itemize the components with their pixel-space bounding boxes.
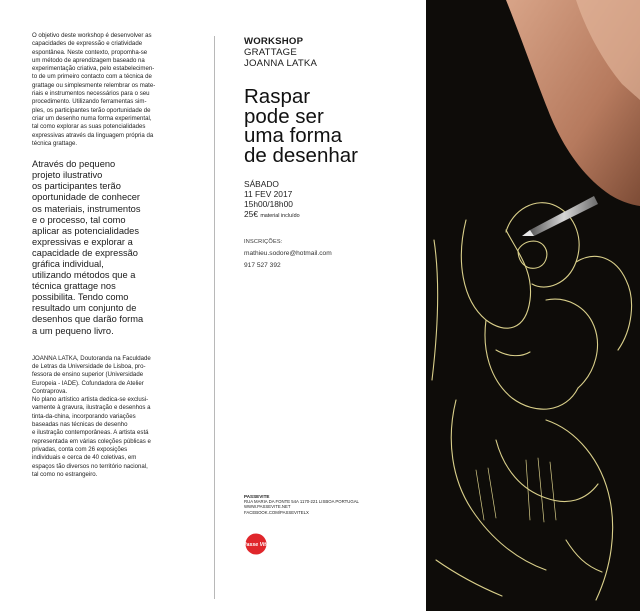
intro-line: tal como explorar as suas potencialidades (32, 123, 146, 131)
registration-email[interactable]: mathieu.sodore@hotmail.com (244, 250, 332, 257)
bio-line: fessora de ensino superior (Universidade (32, 371, 144, 379)
grattage-photo (426, 0, 640, 611)
middle-column (244, 36, 424, 272)
bio-line: individuais e cerca de 40 coletivas, em (32, 454, 137, 462)
highlight-line: possibilita. Tendo como (32, 292, 129, 303)
bio-line: e ilustração contemporâneas. A artista está (32, 429, 149, 437)
venue-address: RUA MARIA DA FONTE 54A 1170-221 LISBOA PORTUGAL (244, 499, 359, 505)
highlight-line: Através do pequeno (32, 159, 116, 170)
bio-line: tal como no estrangeiro. (32, 470, 98, 478)
highlight-line: gráfica individual, (32, 259, 104, 269)
bio-line: tinta-da-china, incorporando variações (32, 412, 136, 420)
bio-line: Contraprova. (32, 387, 68, 395)
event-time: 15h00/18h00 (244, 199, 293, 209)
intro-line: espontânea. Neste contexto, propomha-se (32, 48, 148, 56)
intro-line: procedimento. Utilizando ferramentas sim- (32, 98, 147, 106)
highlight-line: desenhos que darão forma (32, 314, 144, 325)
passevite-logo (245, 533, 267, 555)
left-column (32, 32, 200, 479)
registration-phone[interactable]: 917 527 392 (244, 262, 281, 269)
highlight-line: utilizando métodos que a (32, 270, 136, 281)
highlight-paragraph (32, 159, 200, 337)
event-details (244, 179, 424, 221)
intro-paragraph (32, 32, 200, 148)
venue-website[interactable]: WWW.PASSEVITE.NET (244, 504, 291, 510)
event-price-note: material incluído (260, 213, 300, 219)
artist-bio (32, 355, 200, 479)
intro-line: O objetivo deste workshop é desenvolver as (32, 32, 152, 39)
event-price: 25€ (244, 209, 258, 219)
highlight-line: técnica grattage nos (32, 281, 116, 292)
bio-line: representada em várias coleções públicas e (32, 437, 151, 445)
intro-line: ples, os participantes terão oportunidade de (32, 106, 151, 114)
bio-line: baseadas nas técnicas de desenho (32, 421, 128, 429)
bio-line: de Letras da Universidade de Lisboa, pro- (32, 362, 146, 370)
event-price-row (244, 209, 424, 221)
headline-line: de desenhar (244, 143, 358, 167)
intro-line: técnica grattage. (32, 139, 78, 147)
venue-facebook[interactable]: FACEBOOK.COM/PASSEVITELX (244, 509, 309, 515)
bio-line: vamente à gravura, ilustração e desenhos a (32, 404, 151, 412)
highlight-line: e o processo, tal como (32, 214, 126, 225)
intro-line: experimentação criativa, pelo estabelecimen- (32, 65, 155, 73)
highlight-line: os materiais, instrumentos (32, 203, 141, 214)
venue-info (244, 494, 434, 515)
event-date: 11 FEV 2017 (244, 189, 293, 199)
intro-line: to de um primeiro contacto com a técnica de (32, 73, 152, 81)
intro-line: capacidades de expressão e criatividade (32, 40, 143, 48)
column-divider (214, 36, 215, 599)
technique-name: GRATTAGE (244, 47, 297, 58)
workshop-kicker: WORKSHOP (244, 36, 304, 47)
bio-line: JOANNA LATKA, Doutoranda na Faculdade (32, 354, 151, 362)
headline-line: uma forma (244, 124, 342, 147)
bio-line: Europeia - IADE). Cofundadora de Atelier (32, 379, 144, 387)
intro-line: expressivas através da linguagem própria da (32, 131, 154, 139)
venue-name: PASSEVITE (244, 494, 270, 499)
intro-line: riais e instrumentos necessários para o seu (32, 90, 150, 98)
highlight-line: projeto ilustrativo (32, 170, 103, 181)
intro-line: grattage ou simplesmente relembrar os mate- (32, 81, 156, 89)
bio-line: espaços tão diversos no território nacional, (32, 462, 148, 470)
intro-line: um método de aprendizagem baseado na (32, 56, 145, 64)
logo-text: Passe Vite (243, 541, 269, 548)
highlight-line: a um pequeno livro. (32, 325, 114, 336)
registration-contact (244, 236, 424, 272)
highlight-line: expressivas e explorar a (32, 236, 133, 247)
highlight-line: oportunidade de conhecer (32, 192, 141, 203)
bio-line: No plano artístico artista dedica-se exclusi- (32, 396, 149, 404)
bio-line: privadas, conta com 26 exposições (32, 445, 128, 453)
intro-line: criar um desenho numa forma experimental, (32, 114, 152, 122)
artist-name: JOANNA LATKA (244, 58, 318, 69)
headline-line: pode ser (244, 104, 324, 128)
headline-line: Raspar (244, 85, 311, 108)
headline (244, 87, 424, 165)
highlight-line: os participantes terão (32, 181, 121, 192)
event-day: SÁBADO (244, 179, 279, 189)
highlight-line: capacidade de expressão (32, 247, 138, 258)
registration-label: INSCRIÇÕES: (244, 239, 283, 245)
highlight-line: resultado um conjunto de (32, 303, 137, 314)
highlight-line: aplicar as potencialidades (32, 225, 139, 236)
